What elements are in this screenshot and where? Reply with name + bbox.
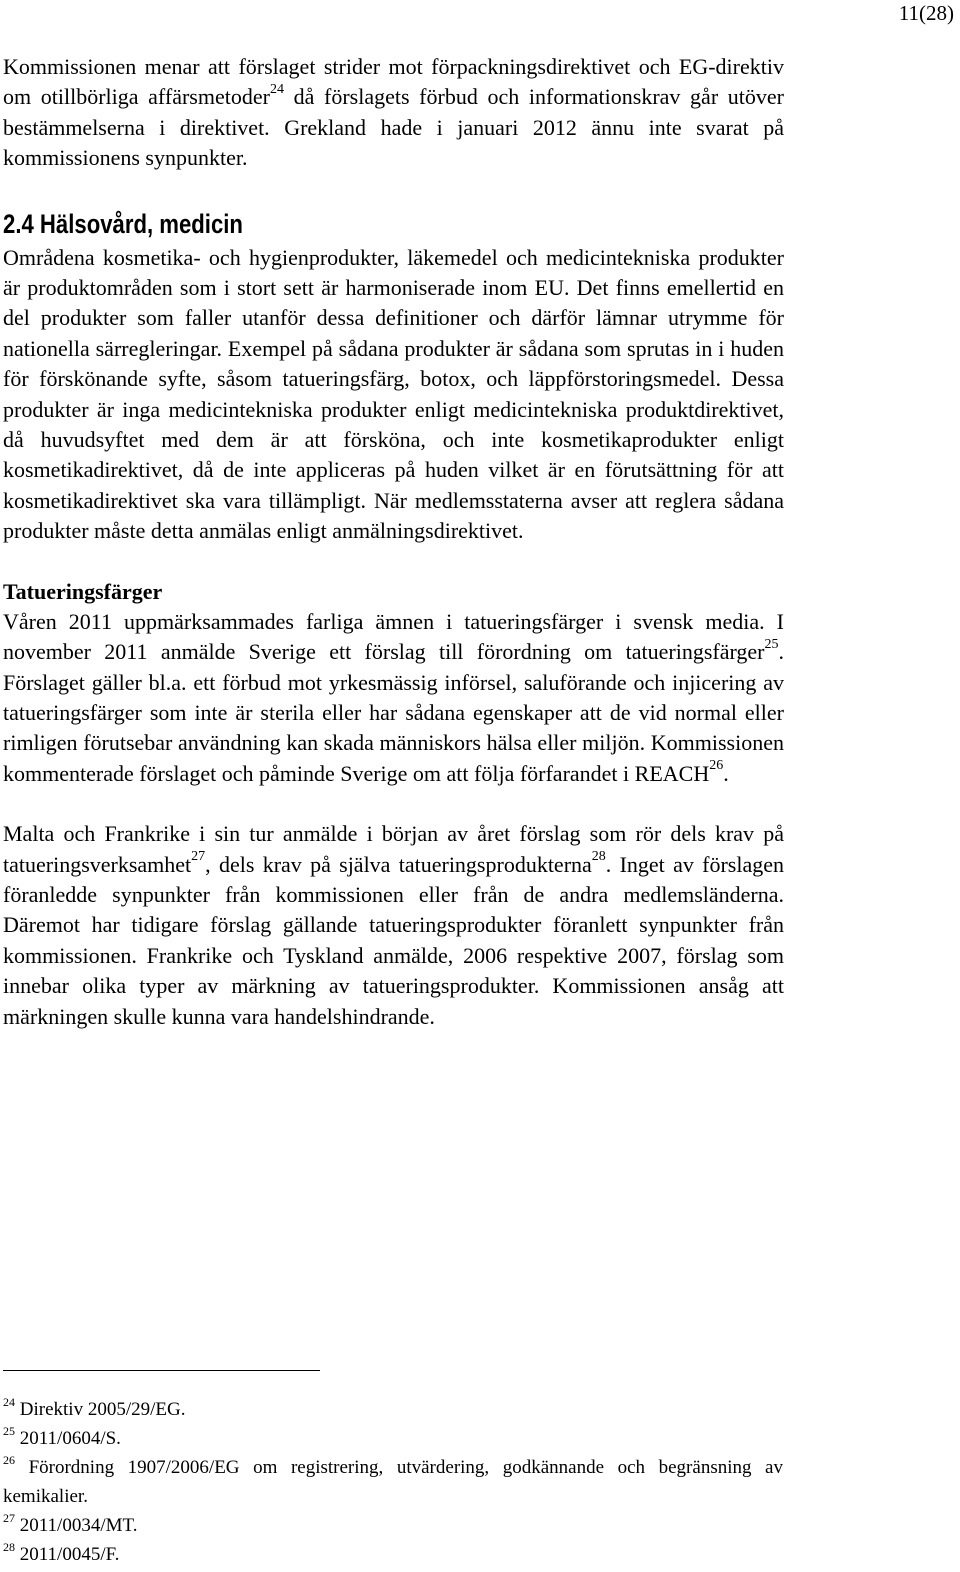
footnote-27	[3, 1511, 783, 1540]
tattoo-p1-text-1: Våren 2011 uppmärksammades farliga ämnen i tatueringsfärger i svensk media. I november 2011 anmälde Sverige ett förslag till förordning om tatueringsfärger	[3, 608, 784, 665]
footnote-text: Förordning 1907/2006/EG om registrering, utvärdering, godkännande och begränsning av kemikalier.	[3, 1457, 783, 1507]
footnote-number: 27	[3, 1510, 15, 1525]
footnotes	[3, 1395, 783, 1569]
footnote-text: 2011/0045/F.	[15, 1544, 120, 1565]
intro-paragraph	[3, 52, 784, 174]
document-body	[3, 52, 784, 1032]
footnote-ref-27[interactable]: 27	[191, 849, 206, 865]
footnote-number: 28	[3, 1539, 15, 1554]
tattoo-p1-text-2: . Förslaget gäller bl.a. ett förbud mot yrkesmässig införsel, saluförande och injicering av tatueringsfärger som inte är sterila eller har sådana egenskaper att de vid normal eller rimligen förutsebar användning kan skada människors hälsa eller miljön. Kommissionen kommenterade förslaget och påminde Sverige om att följa förfarandet i REACH	[3, 639, 784, 786]
footnote-26	[3, 1453, 783, 1511]
footnote-25	[3, 1424, 783, 1453]
section-heading: 2.4 Hälsovård, medicin	[3, 208, 243, 239]
footnote-ref-28[interactable]: 28	[591, 849, 606, 865]
subsection-heading: Tatueringsfärger	[3, 578, 163, 604]
tattoo-p2-text-2: , dels krav på själva tatueringsprodukterna	[205, 851, 592, 877]
page-number: 11(28)	[898, 1, 954, 25]
tattoo-paragraph-2	[3, 819, 784, 1032]
footnote-28	[3, 1540, 783, 1569]
tattoo-paragraph-1	[3, 607, 784, 789]
footnote-text: 2011/0604/S.	[15, 1428, 121, 1449]
intro-text-2: då förslagets förbud och informationskrav går utöver bestämmelserna i direktivet. Grekland hade i januari 2012 ännu inte svarat på kommissionens synpunkter.	[3, 84, 784, 171]
footnote-number: 26	[3, 1452, 15, 1467]
section-paragraph: Områdena kosmetika- och hygienprodukter, läkemedel och medicintekniska produkter är produktområden som i stort sett är harmoniserade inom EU. Det finns emellertid en del produkter som faller utanför dessa definitioner och därför lämnar utrymme för nationella särregleringar. Exempel på sådana produkter är sådana som sprutas in i huden för förskönande syfte, såsom tatueringsfärg, botox, och läppförstoringsmedel. Dessa produkter är inga medicintekniska produkter enligt medicintekniska produktdirektivet, då huvudsyftet med dem är att försköna, och inte kosmetikaprodukter enligt kosmetikadirektivet, då de inte appliceras på huden vilket är en förutsättning för att kosmetikadirektivet ska vara tillämpligt. När medlemsstaterna avser att reglera sådana produkter måste detta anmälas enligt anmälningsdirektivet.	[3, 244, 784, 544]
footnote-number: 24	[3, 1394, 15, 1409]
footnote-ref-24[interactable]: 24	[269, 82, 284, 98]
tattoo-p2-text-1: Malta och Frankrike i sin tur anmälde i början av året förslag som rör dels krav på tatueringsverksamhet	[3, 821, 784, 877]
footnote-separator	[3, 1370, 320, 1371]
footnote-text: 2011/0034/MT.	[15, 1515, 138, 1536]
footnote-24	[3, 1395, 783, 1424]
intro-text-1: Kommissionen menar att förslaget strider mot förpackningsdirektivet och EG-direktiv om otillbörliga affärsmetoder	[3, 54, 784, 110]
tattoo-p2-text-3: . Inget av förslagen föranledde synpunkter från kommissionen eller från de andra medlemsländerna. Däremot har tidigare förslag gällande tatueringsprodukter föranlett synpunkter från kommissionen. Frankrike och Tyskland anmälde, 2006 respektive 2007, förslag som innebar olika typer av märkning av tatueringsprodukter. Kommissionen ansåg att märkningen skulle kunna vara handelshindrande.	[3, 851, 784, 1029]
tattoo-p1-text-3: .	[723, 760, 729, 786]
footnote-ref-26[interactable]: 26	[709, 758, 724, 774]
footnote-ref-25[interactable]: 25	[764, 636, 779, 652]
footnote-number: 25	[3, 1423, 15, 1438]
footnote-text: Direktiv 2005/29/EG.	[15, 1399, 186, 1420]
